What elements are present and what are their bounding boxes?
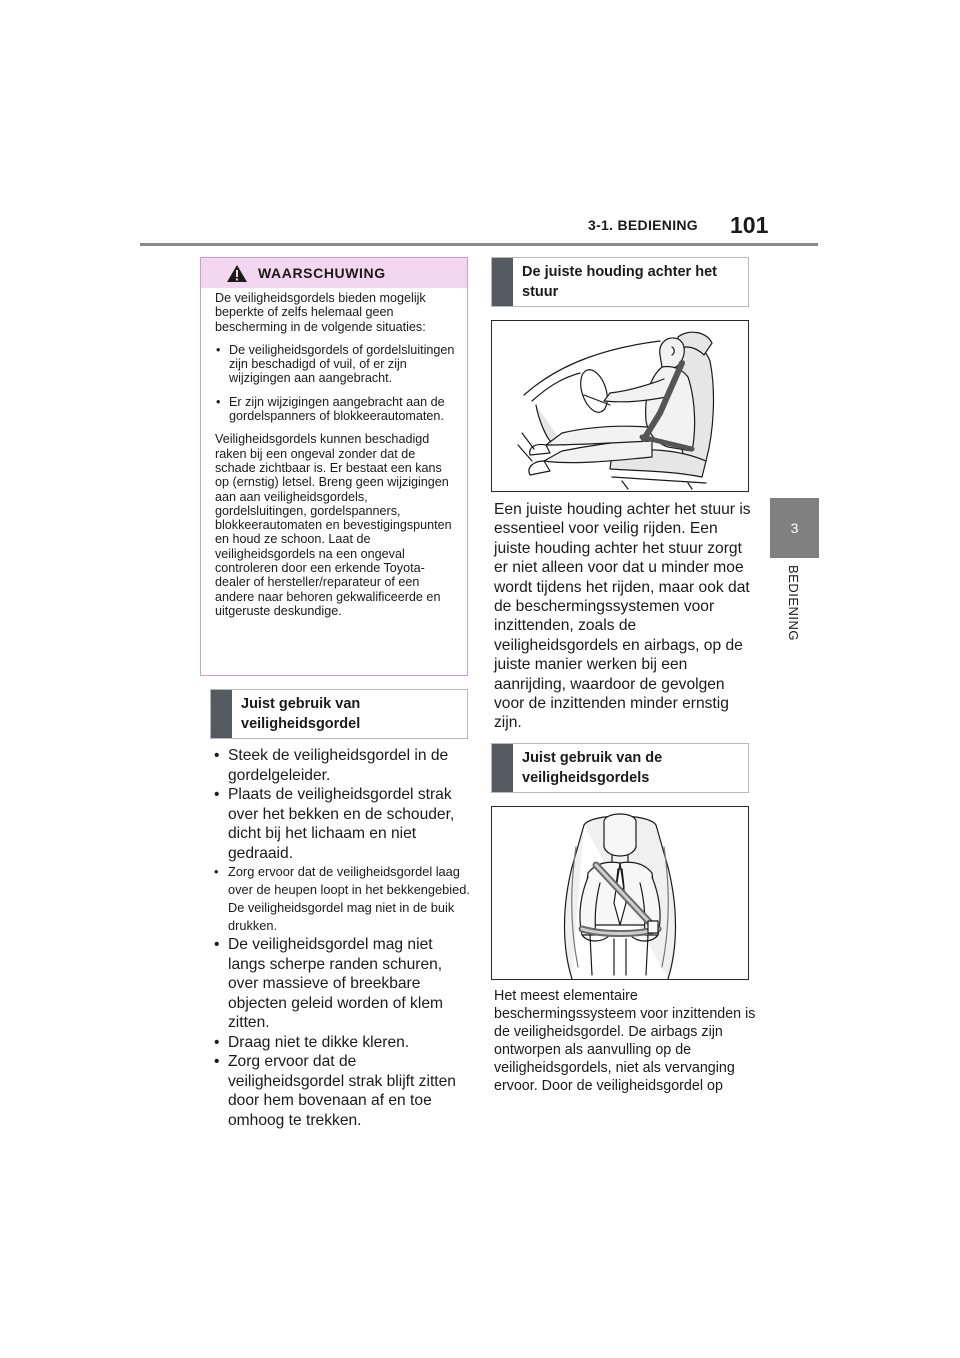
seatbelt-illustration [491,806,749,980]
occupant-seatbelt-drawing [492,807,748,979]
warning-title: WAARSCHUWING [258,265,386,281]
bullet-item: • Steek de veiligheidsgordel in de gordelgeleider. [212,746,474,785]
heading-text: De juiste houding achter het stuur [522,264,717,300]
section-title: 3-1. BEDIENING [588,217,698,233]
bullet-item: • Plaats de veiligheidsgordel strak over het bekken en de schouder, dicht bij het lichaam en niet gedraaid. [212,785,474,863]
bullet-item: • De veiligheidsgordel mag niet langs scherpe randen schuren, over massieve of breekbare objecten geleid worden of klem zitten. [212,935,474,1033]
warning-intro: De veiligheidsgordels bieden mogelijk beperkte of zelfs helemaal geen bescherming in de volgende situaties: [215,291,426,334]
warning-outro: Veiligheidsgordels kunnen beschadigd raken bij een ongeval zonder dat de schade zichtbaar is. Er bestaat een kans op (ernstig) letsel. Breng geen wijzigingen aan aan veiligheidsgordels, gordelsluitingen, gordelspanners, blokkeerautomaten en bevestigingspunten en houd ze schoon. Laat de veiligheidsgordels na een ongeval controleren door een erkende Toyota-dealer of hersteller/reparateur of een andere naar behoren gekwalificeerde en uitgeruste deskundige. [215,432,452,618]
chapter-number: 3 [790,520,799,536]
bullet-item: • Zorg ervoor dat de veiligheidsgordel laag over de heupen loopt in het bekkengebied. De veiligheidsgordel mag niet in de buik drukken. [212,863,474,935]
heading-box-seatbelt-use [491,743,749,793]
warning-triangle-icon [226,264,248,283]
heading-text: Juist gebruik van veiligheidsgordel [241,696,361,732]
seatbelt-text: Het meest elementaire beschermingssysteem voor inzittenden is de veiligheidsgordel. De airbags zijn ontworpen als aanvulling op de veiligheidsgordels, niet als vervanging ervoor. Door de veiligheidsgordel op [494,988,756,1094]
driving-posture-illustration [491,320,749,492]
warning-body [215,291,459,627]
header-divider [140,243,818,246]
warning-list-item: • De veiligheidsgordels of gordelsluitingen zijn beschadigd of vuil, of er zijn wijzigingen aan aangebracht. [215,343,459,386]
heading-box-driving-posture [491,257,749,307]
driver-seat-drawing [492,321,748,491]
usage-bullet-list [212,746,474,1130]
warning-header [201,258,467,288]
page-number: 101 [730,212,769,238]
heading-text: Juist gebruik van de veiligheidsgordels [522,750,663,786]
heading-box-correct-use [210,689,468,739]
heading-bar [492,744,513,792]
bullet-item: • Draag niet te dikke kleren. [212,1033,474,1053]
chapter-tab [770,498,819,558]
heading-bar [492,258,513,306]
warning-box [200,257,468,676]
driving-posture-text: Een juiste houding achter het stuur is essentieel voor veilig rijden. Een juiste houding achter het stuur zorgt er niet alleen voor dat u minder moe wordt tijdens het rijden, maar ook dat de beschermingssystemen voor inzittenden, zoals de veiligheidsgordels en airbags, op de juiste manier werken bij een aanrijding, waardoor de gevolgen voor de inzittenden minder ernstig zijn. [494,501,751,732]
warning-list-item: • Er zijn wijzigingen aangebracht aan de gordelspanners of blokkeerautomaten. [215,395,459,424]
heading-bar [211,690,232,738]
chapter-label-container [770,565,819,685]
chapter-label: BEDIENING [786,565,801,642]
warning-list [215,343,459,423]
bullet-item: • Zorg ervoor dat de veiligheidsgordel strak blijft zitten door hem bovenaan af en toe omhoog te trekken. [212,1052,474,1130]
